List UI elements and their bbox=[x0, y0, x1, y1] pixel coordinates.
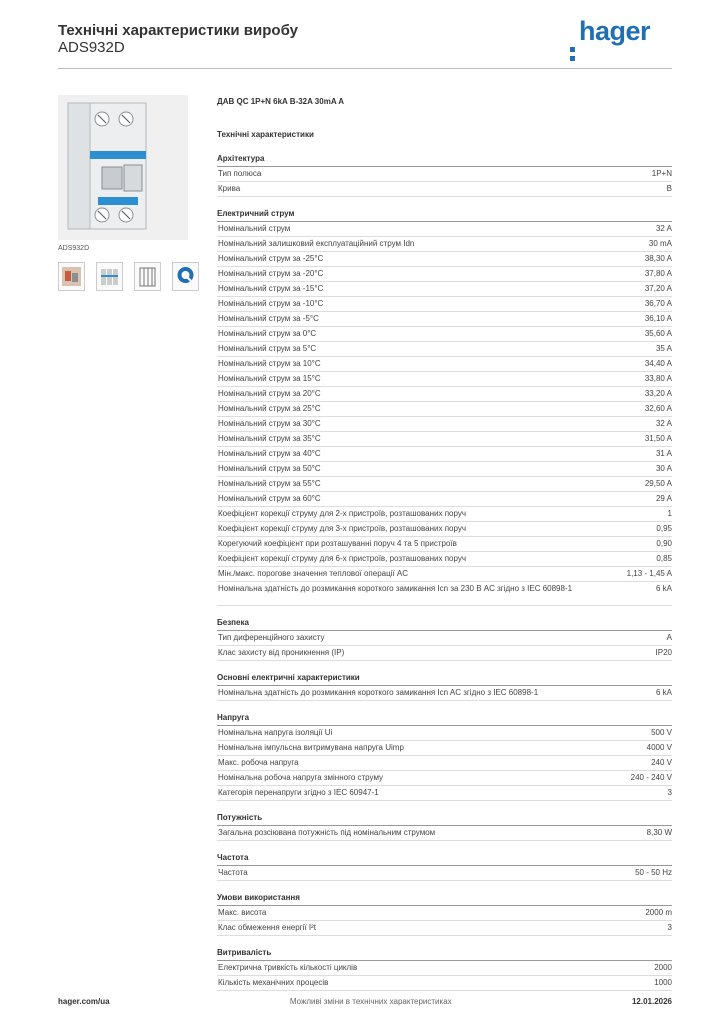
spec-value: 240 - 240 V bbox=[630, 773, 672, 782]
spec-group-title: Безпека bbox=[217, 618, 672, 631]
spec-label: Номінальний струм за 60°C bbox=[218, 494, 321, 503]
spec-value: 0,85 bbox=[656, 554, 672, 563]
page-title: Технічні характеристики виробу bbox=[58, 22, 298, 39]
spec-label: Номінальна напруга ізоляції Ui bbox=[218, 728, 333, 737]
spec-row bbox=[217, 567, 672, 582]
spec-value: 6 kA bbox=[655, 584, 672, 593]
spec-label: Кількість механічних процесів bbox=[218, 978, 329, 987]
spec-row bbox=[217, 976, 672, 991]
spec-value: 32 A bbox=[655, 224, 672, 233]
spec-row bbox=[217, 771, 672, 786]
spec-label: Крива bbox=[218, 184, 241, 193]
spec-value: A bbox=[666, 633, 672, 642]
spec-row bbox=[217, 686, 672, 701]
spec-label: Загальна розсіювана потужність під номінальним струмом bbox=[218, 828, 436, 837]
spec-value: 1,13 - 1,45 A bbox=[626, 569, 672, 578]
spec-row bbox=[217, 342, 672, 357]
spec-label: Номінальний струм bbox=[218, 224, 291, 233]
spec-row bbox=[217, 826, 672, 841]
spec-row bbox=[217, 492, 672, 507]
spec-row bbox=[217, 726, 672, 741]
spec-value: 1 bbox=[667, 509, 672, 518]
spec-value: 31,50 A bbox=[644, 434, 672, 443]
spec-row bbox=[217, 537, 672, 552]
spec-row bbox=[217, 507, 672, 522]
spec-label: Номінальний струм за -10°C bbox=[218, 299, 324, 308]
spec-value: 2000 bbox=[654, 963, 672, 972]
spec-value: 34,40 A bbox=[644, 359, 672, 368]
spec-group-title: Потужність bbox=[217, 813, 672, 826]
spec-value: 50 - 50 Hz bbox=[635, 868, 672, 877]
spec-label: Номінальна здатність до розмикання короткого замикання Icn AC згідно з IEC 60898-1 bbox=[218, 688, 539, 697]
spec-value: 35 A bbox=[655, 344, 672, 353]
spec-label: Номінальний струм за 30°C bbox=[218, 419, 321, 428]
spec-label: Мін./макс. порогове значення теплової операції AC bbox=[218, 569, 409, 578]
spec-value: 6 kA bbox=[655, 688, 672, 697]
footer-date: 12.01.2026 bbox=[631, 997, 672, 1006]
spec-row bbox=[217, 552, 672, 567]
spec-row bbox=[217, 312, 672, 327]
spec-value: 2000 m bbox=[645, 908, 672, 917]
thumbnail-strip bbox=[58, 262, 199, 291]
spec-row bbox=[217, 582, 672, 606]
spec-group-title: Архітектура bbox=[217, 154, 672, 167]
footer-notice: Можливі зміни в технічних характеристиках bbox=[289, 997, 452, 1006]
spec-label: Номінальний струм за 50°C bbox=[218, 464, 321, 473]
spec-row bbox=[217, 237, 672, 252]
spec-label: Номінальний струм за -25°C bbox=[218, 254, 324, 263]
device-icon bbox=[97, 263, 122, 290]
spec-label: Клас обмеження енергії I²t bbox=[218, 923, 316, 932]
spec-row bbox=[217, 182, 672, 197]
spec-value: 4000 V bbox=[646, 743, 672, 752]
spec-value: 240 V bbox=[651, 758, 672, 767]
spec-row bbox=[217, 756, 672, 771]
spec-label: Макс. висота bbox=[218, 908, 267, 917]
spec-row bbox=[217, 222, 672, 237]
spec-row bbox=[217, 432, 672, 447]
spec-value: 30 A bbox=[655, 464, 672, 473]
spec-row bbox=[217, 447, 672, 462]
product-code: ADS932D bbox=[58, 39, 125, 56]
spec-row bbox=[217, 252, 672, 267]
spec-value: 35,60 A bbox=[644, 329, 672, 338]
spec-value: 3 bbox=[667, 788, 672, 797]
spec-label: Номінальний струм за -20°C bbox=[218, 269, 324, 278]
spec-row bbox=[217, 417, 672, 432]
spec-label: Номінальна робоча напруга змінного струму bbox=[218, 773, 384, 782]
spec-label: Номінальна імпульсна витримувана напруга Uimp bbox=[218, 743, 404, 752]
spec-row bbox=[217, 866, 672, 881]
spec-row bbox=[217, 906, 672, 921]
spec-row bbox=[217, 921, 672, 936]
spec-row bbox=[217, 462, 672, 477]
spec-value: 8,30 W bbox=[646, 828, 672, 837]
spec-label: Номінальний струм за 25°C bbox=[218, 404, 321, 413]
spec-row bbox=[217, 282, 672, 297]
spec-label: Коефіцієнт корекції струму для 2-х пристроїв, розташованих поруч bbox=[218, 509, 467, 518]
spec-groups bbox=[217, 154, 672, 991]
spec-label: Номінальний струм за 20°C bbox=[218, 389, 321, 398]
spec-label: Номінальний струм за -15°C bbox=[218, 284, 324, 293]
drawing-icon bbox=[135, 263, 160, 290]
spec-row bbox=[217, 477, 672, 492]
spec-row bbox=[217, 297, 672, 312]
footer-website[interactable]: hager.com/ua bbox=[58, 997, 110, 1006]
spec-value: 0,95 bbox=[656, 524, 672, 533]
quality-icon bbox=[173, 263, 198, 290]
spec-row bbox=[217, 961, 672, 976]
spec-row bbox=[217, 267, 672, 282]
product-side-thumb[interactable] bbox=[96, 262, 123, 291]
spec-label: Номінальний залишковий експлуатаційний струм Idn bbox=[218, 239, 415, 248]
spec-value: 31 A bbox=[655, 449, 672, 458]
spec-label: Корегуючий коефіцієнт при розташуванні поруч 4 та 5 пристроїв bbox=[218, 539, 457, 548]
spec-label: Коефіцієнт корекції струму для 3-х пристроїв, розташованих поруч bbox=[218, 524, 467, 533]
spec-label: Клас захисту від проникнення (IP) bbox=[218, 648, 345, 657]
product-image-label: ADS932D bbox=[58, 245, 90, 252]
spec-value: 36,10 A bbox=[644, 314, 672, 323]
product-name: ДАВ QC 1P+N 6kA B-32A 30mA A bbox=[217, 97, 344, 106]
spec-row bbox=[217, 167, 672, 182]
spec-label: Тип полюса bbox=[218, 169, 262, 178]
spec-value: 3 bbox=[667, 923, 672, 932]
spec-value: 29,50 A bbox=[644, 479, 672, 488]
spec-row bbox=[217, 522, 672, 537]
spec-label: Номінальний струм за 40°C bbox=[218, 449, 321, 458]
spec-label: Макс. робоча напруга bbox=[218, 758, 299, 767]
spec-value: IP20 bbox=[655, 648, 672, 657]
photo-icon bbox=[59, 263, 84, 290]
spec-row bbox=[217, 631, 672, 646]
spec-label: Номінальний струм за 15°C bbox=[218, 374, 321, 383]
spec-row bbox=[217, 357, 672, 372]
quality-logo-thumb[interactable] bbox=[172, 262, 199, 291]
product-image bbox=[58, 95, 188, 240]
hager-logo bbox=[570, 16, 650, 47]
spec-value: 33,80 A bbox=[644, 374, 672, 383]
spec-value: 33,20 A bbox=[644, 389, 672, 398]
spec-label: Номінальний струм за 55°C bbox=[218, 479, 321, 488]
spec-label: Коефіцієнт корекції струму для 6-х пристроїв, розташованих поруч bbox=[218, 554, 467, 563]
spec-section-title: Технічні характеристики bbox=[217, 130, 314, 139]
wiring-photo-thumb[interactable] bbox=[58, 262, 85, 291]
spec-group-title: Електричний струм bbox=[217, 209, 672, 222]
spec-row bbox=[217, 786, 672, 801]
spec-value: B bbox=[666, 184, 672, 193]
spec-label: Номінальний струм за -5°C bbox=[218, 314, 319, 323]
page-footer bbox=[58, 997, 672, 1006]
spec-group-title: Витривалість bbox=[217, 948, 672, 961]
dimensions-thumb[interactable] bbox=[134, 262, 161, 291]
spec-value: 29 A bbox=[655, 494, 672, 503]
spec-row bbox=[217, 372, 672, 387]
spec-value: 1P+N bbox=[651, 169, 672, 178]
spec-value: 38,30 A bbox=[644, 254, 672, 263]
spec-label: Номінальна здатність до розмикання короткого замикання Icn за 230 В AC згідно з IEC 60898-1 bbox=[218, 584, 573, 593]
logo-text: hager bbox=[579, 16, 651, 46]
spec-value: 32 A bbox=[655, 419, 672, 428]
spec-label: Електрична тривкість кількості циклів bbox=[218, 963, 358, 972]
spec-value: 500 V bbox=[651, 728, 672, 737]
spec-row bbox=[217, 741, 672, 756]
spec-group-title: Частота bbox=[217, 853, 672, 866]
spec-label: Номінальний струм за 0°C bbox=[218, 329, 317, 338]
spec-label: Номінальний струм за 5°C bbox=[218, 344, 317, 353]
spec-label: Тип диференційного захисту bbox=[218, 633, 325, 642]
spec-label: Номінальний струм за 10°C bbox=[218, 359, 321, 368]
spec-group-title: Умови використання bbox=[217, 893, 672, 906]
spec-row bbox=[217, 387, 672, 402]
spec-group-title: Основні електричні характеристики bbox=[217, 673, 672, 686]
spec-value: 37,80 A bbox=[644, 269, 672, 278]
spec-value: 37,20 A bbox=[644, 284, 672, 293]
spec-value: 1000 bbox=[654, 978, 672, 987]
spec-value: 32,60 A bbox=[644, 404, 672, 413]
spec-value: 0,90 bbox=[656, 539, 672, 548]
spec-row bbox=[217, 327, 672, 342]
spec-label: Категорія перенапруги згідно з IEC 60947-1 bbox=[218, 788, 379, 797]
spec-value: 30 mA bbox=[648, 239, 672, 248]
spec-label: Частота bbox=[218, 868, 248, 877]
breaker-illustration bbox=[58, 95, 188, 240]
spec-value: 36,70 A bbox=[644, 299, 672, 308]
spec-label: Номінальний струм за 35°C bbox=[218, 434, 321, 443]
header-divider bbox=[58, 68, 672, 69]
spec-row bbox=[217, 646, 672, 661]
spec-group-title: Напруга bbox=[217, 713, 672, 726]
spec-table bbox=[217, 97, 672, 991]
spec-row bbox=[217, 402, 672, 417]
